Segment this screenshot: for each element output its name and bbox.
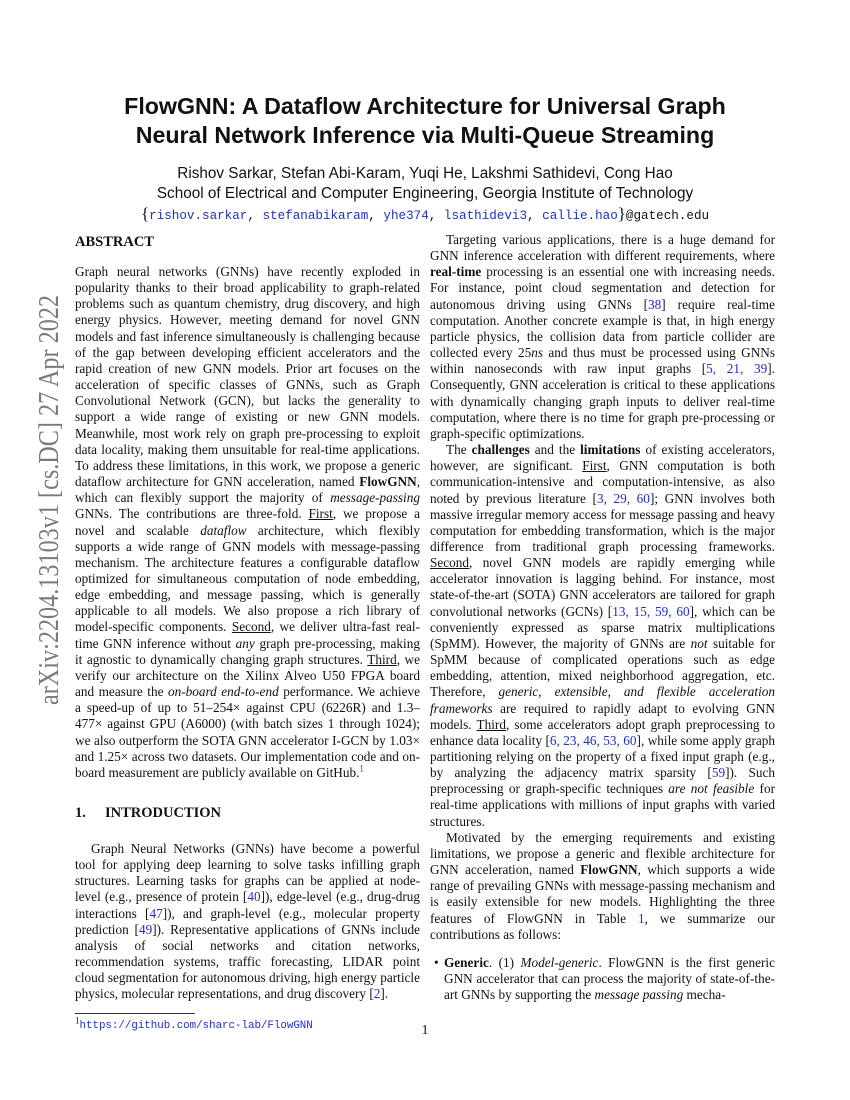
left-column [75, 232, 420, 1033]
emphasis: message passing [594, 987, 684, 1003]
github-link[interactable]: https://github.com/sharc-lab/FlowGNN [79, 1019, 313, 1032]
arxiv-identifier-svg [14, 290, 84, 710]
text-run: ] require real-time computation. Another concrete example is that, in high energy particle physics, the collision data from particle collider are collected every 25 [430, 296, 775, 361]
text-run: Targeting various applications, there is a huge demand for GNN inference acceleration with different requirements, where [430, 232, 775, 264]
email-link[interactable]: callie.hao [542, 209, 618, 223]
arxiv-identifier [14, 290, 84, 710]
author-list: Rishov Sarkar, Stefan Abi-Karam, Yuqi He, Lakshmi Sathidevi, Cong Hao [177, 165, 673, 182]
citation-link[interactable]: 3, 29, 60 [596, 490, 650, 506]
email-link[interactable]: rishov.sarkar [149, 209, 248, 223]
email-separator: , [368, 209, 384, 223]
emphasis: any [235, 635, 255, 651]
text-run: and thus must be processed using GNNs within nanoseconds with raw input graphs [ [430, 345, 775, 377]
emphasis: are not feasible [668, 781, 755, 797]
text-run: . (1) [488, 954, 521, 970]
section-title: INTRODUCTION [105, 805, 222, 821]
intro-paragraph-3 [430, 442, 775, 830]
emphasis: generic, extensible, and flexible acceleration frameworks [430, 684, 775, 716]
emphasis: on-board end-to-end [167, 684, 279, 700]
text-run: ]), edge-level (e.g., drug-drug interactions [ [75, 889, 420, 921]
arxiv-identifier-text: arXiv:2204.13103v1 [cs.DC] 27 Apr 2022 [33, 290, 65, 705]
emphasis: Model-generic [520, 954, 599, 970]
text-run: , some accelerators adopt graph preprocessing to enhance data locality [ [430, 716, 775, 748]
email-link[interactable]: yhe374 [383, 209, 429, 223]
text-run: , we deliver ultra-fast real-time GNN inference without [75, 619, 420, 651]
enumeration-second: Second [430, 555, 470, 571]
right-column [430, 232, 775, 1003]
emphasis: not [690, 635, 708, 651]
text-run: ]). Representative applications of GNNs include analysis of social networks and citation networks, recommendation systems, traffic forecasting, LIDAR point cloud segmentation for autonomous driving, high energy particle physics, molecular representations, and drug discovery [ [75, 921, 420, 1002]
contribution-bullet [430, 955, 775, 1003]
page-number: 1 [421, 1022, 429, 1037]
system-name: FlowGNN [359, 474, 417, 490]
citation-link[interactable]: 49 [138, 921, 153, 937]
email-open-brace: { [140, 204, 150, 223]
emphasis: message-passing [330, 490, 420, 506]
citation-link[interactable]: 59 [711, 765, 726, 781]
emphasis-bold: Generic [444, 954, 489, 970]
text-run: , which supports a wide range of prevailing GNNs with message-passing mechanism and is easily extensible for new models. Highlighting the three features of FlowGNN in Table [430, 862, 775, 926]
citation-link[interactable]: 2 [373, 986, 381, 1002]
text-run: , we summarize our contributions as follows: [430, 910, 775, 942]
abstract-paragraph [75, 264, 420, 781]
citation-link[interactable]: 13, 15, 59, 60 [612, 603, 690, 619]
email-link[interactable]: lsathidevi3 [443, 209, 528, 223]
table-reference-link[interactable]: 1 [637, 910, 645, 926]
intro-paragraph-4 [430, 830, 775, 943]
abstract-heading: ABSTRACT [75, 234, 154, 250]
text-run: , we propose a novel and scalable [75, 506, 420, 538]
text-run: processing is an essential one with increasing needs. For instance, point cloud segmentation and detection for autonomous driving using GNNs [ [430, 264, 775, 312]
text-run: and the [529, 442, 581, 458]
citation-link[interactable]: 6, 23, 46, 53, 60 [549, 732, 637, 748]
text-run: ]. Consequently, GNN acceleration is critical to these applications with dynamically changing graph inputs to deliver real-time computation, where there is no time for graph pre-processing or graph-specific optimizations. [430, 361, 775, 441]
email-close-brace: } [617, 204, 626, 223]
text-run: , novel GNN models are rapidly emerging while accelerator innovation is lagging behind. For instance, most state-of-the-art (SOTA) GNN accelerators are tailored for graph convolutional networks (GCNs) [ [430, 555, 775, 619]
introduction-heading [75, 803, 420, 823]
text-run: are required to rapidly adapt to evolving GNN models. [430, 700, 775, 732]
text-run: of existing accelerators, however, are significant. [430, 442, 776, 474]
emphasis: dataflow [200, 522, 247, 538]
section-number: 1. [75, 805, 86, 821]
title-line-1: FlowGNN: A Dataflow Architecture for Universal Graph [124, 93, 726, 119]
footnote-number: 1 [75, 1014, 80, 1025]
text-run: performance. We achieve a speed-up of up to 51–254× against CPU (6226R) and 1.3–477× against GPU (A6000) (with batch sizes 1 through 1024); we also outperform the SOTA GNN accelerator I-GCN by 1.03× and 1.25× across two datasets. Our implementation code and on-board measurement are publicly available on GitHub. [75, 684, 420, 780]
email-separator: , [247, 209, 263, 223]
citation-link[interactable]: 5, 21, 39 [706, 361, 768, 377]
text-run: , which can flexibly support the majority of [75, 474, 420, 506]
text-run: architecture, which flexibly supports a wide range of GNN models with message-passing mechanism. The architecture features a configurable dataflow optimized for simultaneous computation of node embedding, edge embedding, and message passing, which is generally applicable to all models. We also propose a rich library of model-specific components. [75, 522, 420, 635]
text-run: Graph neural networks (GNNs) have recently exploded in popularity thanks to their broad applicability to graph-related problems such as quantum chemistry, drug discovery, and high energy physics. However, meeting demand for novel GNN models and fast inference simultaneously is challenging because of the gap between developing efficient accelerators and the rapid creation of new GNN models. Prior art focuses on the acceleration of specific classes of GNNs, such as Graph Convolutional Network (GCN), but lacks the generality to support a wide range of existing or new GNN models. Meanwhile, most work rely on graph pre-processing to exploit data locality, making them unsuitable for real-time applications. To address these limitations, in this work, we propose a generic dataflow architecture for GNN acceleration, named [75, 264, 420, 490]
email-separator: , [527, 209, 543, 223]
email-domain: @gatech.edu [625, 209, 710, 223]
text-run: ], which can be conveniently expressed as sparse matrix multiplications (SpMM). However, the majority of GNNs are [430, 603, 776, 651]
text-run: Motivated by the emerging requirements and existing limitations, we propose a generic and flexible architecture for GNN acceleration, named [430, 829, 775, 878]
emphasis-bold: limitations [580, 442, 641, 458]
text-run: , we verify our architecture on the Xilinx Alveo U50 FPGA board and measure the [75, 651, 421, 700]
text-run: mecha- [683, 987, 726, 1003]
text-run: ], while some apply graph partitioning relying on the property of a fixed input graph (e.g., by analyzing the adjacency matrix sparsity [ [430, 732, 775, 781]
intro-paragraph-2 [430, 232, 775, 442]
system-name: FlowGNN [580, 862, 638, 878]
bullet-icon: • [434, 954, 439, 970]
text-run: The [446, 442, 472, 458]
text-run: GNNs. The contributions are three-fold. [75, 506, 309, 522]
citation-link[interactable]: 40 [247, 889, 261, 905]
text-run: ]), and graph-level (e.g., molecular property prediction [ [75, 905, 420, 937]
email-link[interactable]: stefanabikaram [262, 209, 369, 223]
enumeration-first: First [308, 506, 333, 522]
email-separator: , [428, 209, 444, 223]
emphasis-bold: real-time [430, 264, 482, 280]
enumeration-first: First [582, 458, 607, 474]
text-run: , GNN computation is both communication-intensive and computation-intensive, as also noted by previous literature [ [430, 458, 775, 506]
unit-italic: ns [531, 345, 544, 361]
text-run: suitable for SpMM because of complicated operations such as edge embedding, attention, mixed neighborhood aggregation, etc. Therefore, [430, 635, 775, 700]
text-run: graph pre-processing, making it agnostic to dynamically changing graph structures. [75, 635, 420, 667]
title-block [70, 92, 780, 226]
enumeration-second: Second [231, 619, 271, 635]
paper-title [70, 92, 780, 150]
enumeration-third: Third [476, 716, 506, 732]
text-run: Graph Neural Networks (GNNs) have become a powerful tool for applying deep learning to solve tasks infilling graph structures. Learning tasks for graphs can be applied at node-level (e.g., presence of protein [ [75, 841, 420, 905]
emphasis-bold: challenges [471, 442, 530, 458]
email-list [70, 204, 780, 226]
text-run: . FlowGNN is the first generic GNN accelerator that can process the majority of state-of-the-art GNNs by supporting the [444, 954, 775, 1003]
text-run: ]). Such preprocessing or graph-specific techniques [430, 765, 775, 797]
affiliation: School of Electrical and Computer Engineering, Georgia Institute of Technology [156, 185, 694, 202]
text-run: for real-time applications with millions of input graphs with varied structures. [430, 781, 775, 829]
enumeration-third: Third [367, 651, 397, 667]
citation-link[interactable]: 38 [648, 296, 662, 312]
text-run: ]. [380, 986, 389, 1002]
intro-paragraph-1 [75, 841, 420, 1003]
title-line-2: Neural Network Inference via Multi-Queue Streaming [135, 122, 715, 148]
footnote-divider [75, 1013, 195, 1014]
footnote-marker[interactable]: 1 [359, 763, 364, 774]
text-run: ]; GNN involves both massive irregular memory access for message passing and heavy computation for embedding transformation, which is the major difference from traditional graph processing frameworks. [430, 490, 776, 554]
citation-link[interactable]: 47 [149, 905, 163, 921]
